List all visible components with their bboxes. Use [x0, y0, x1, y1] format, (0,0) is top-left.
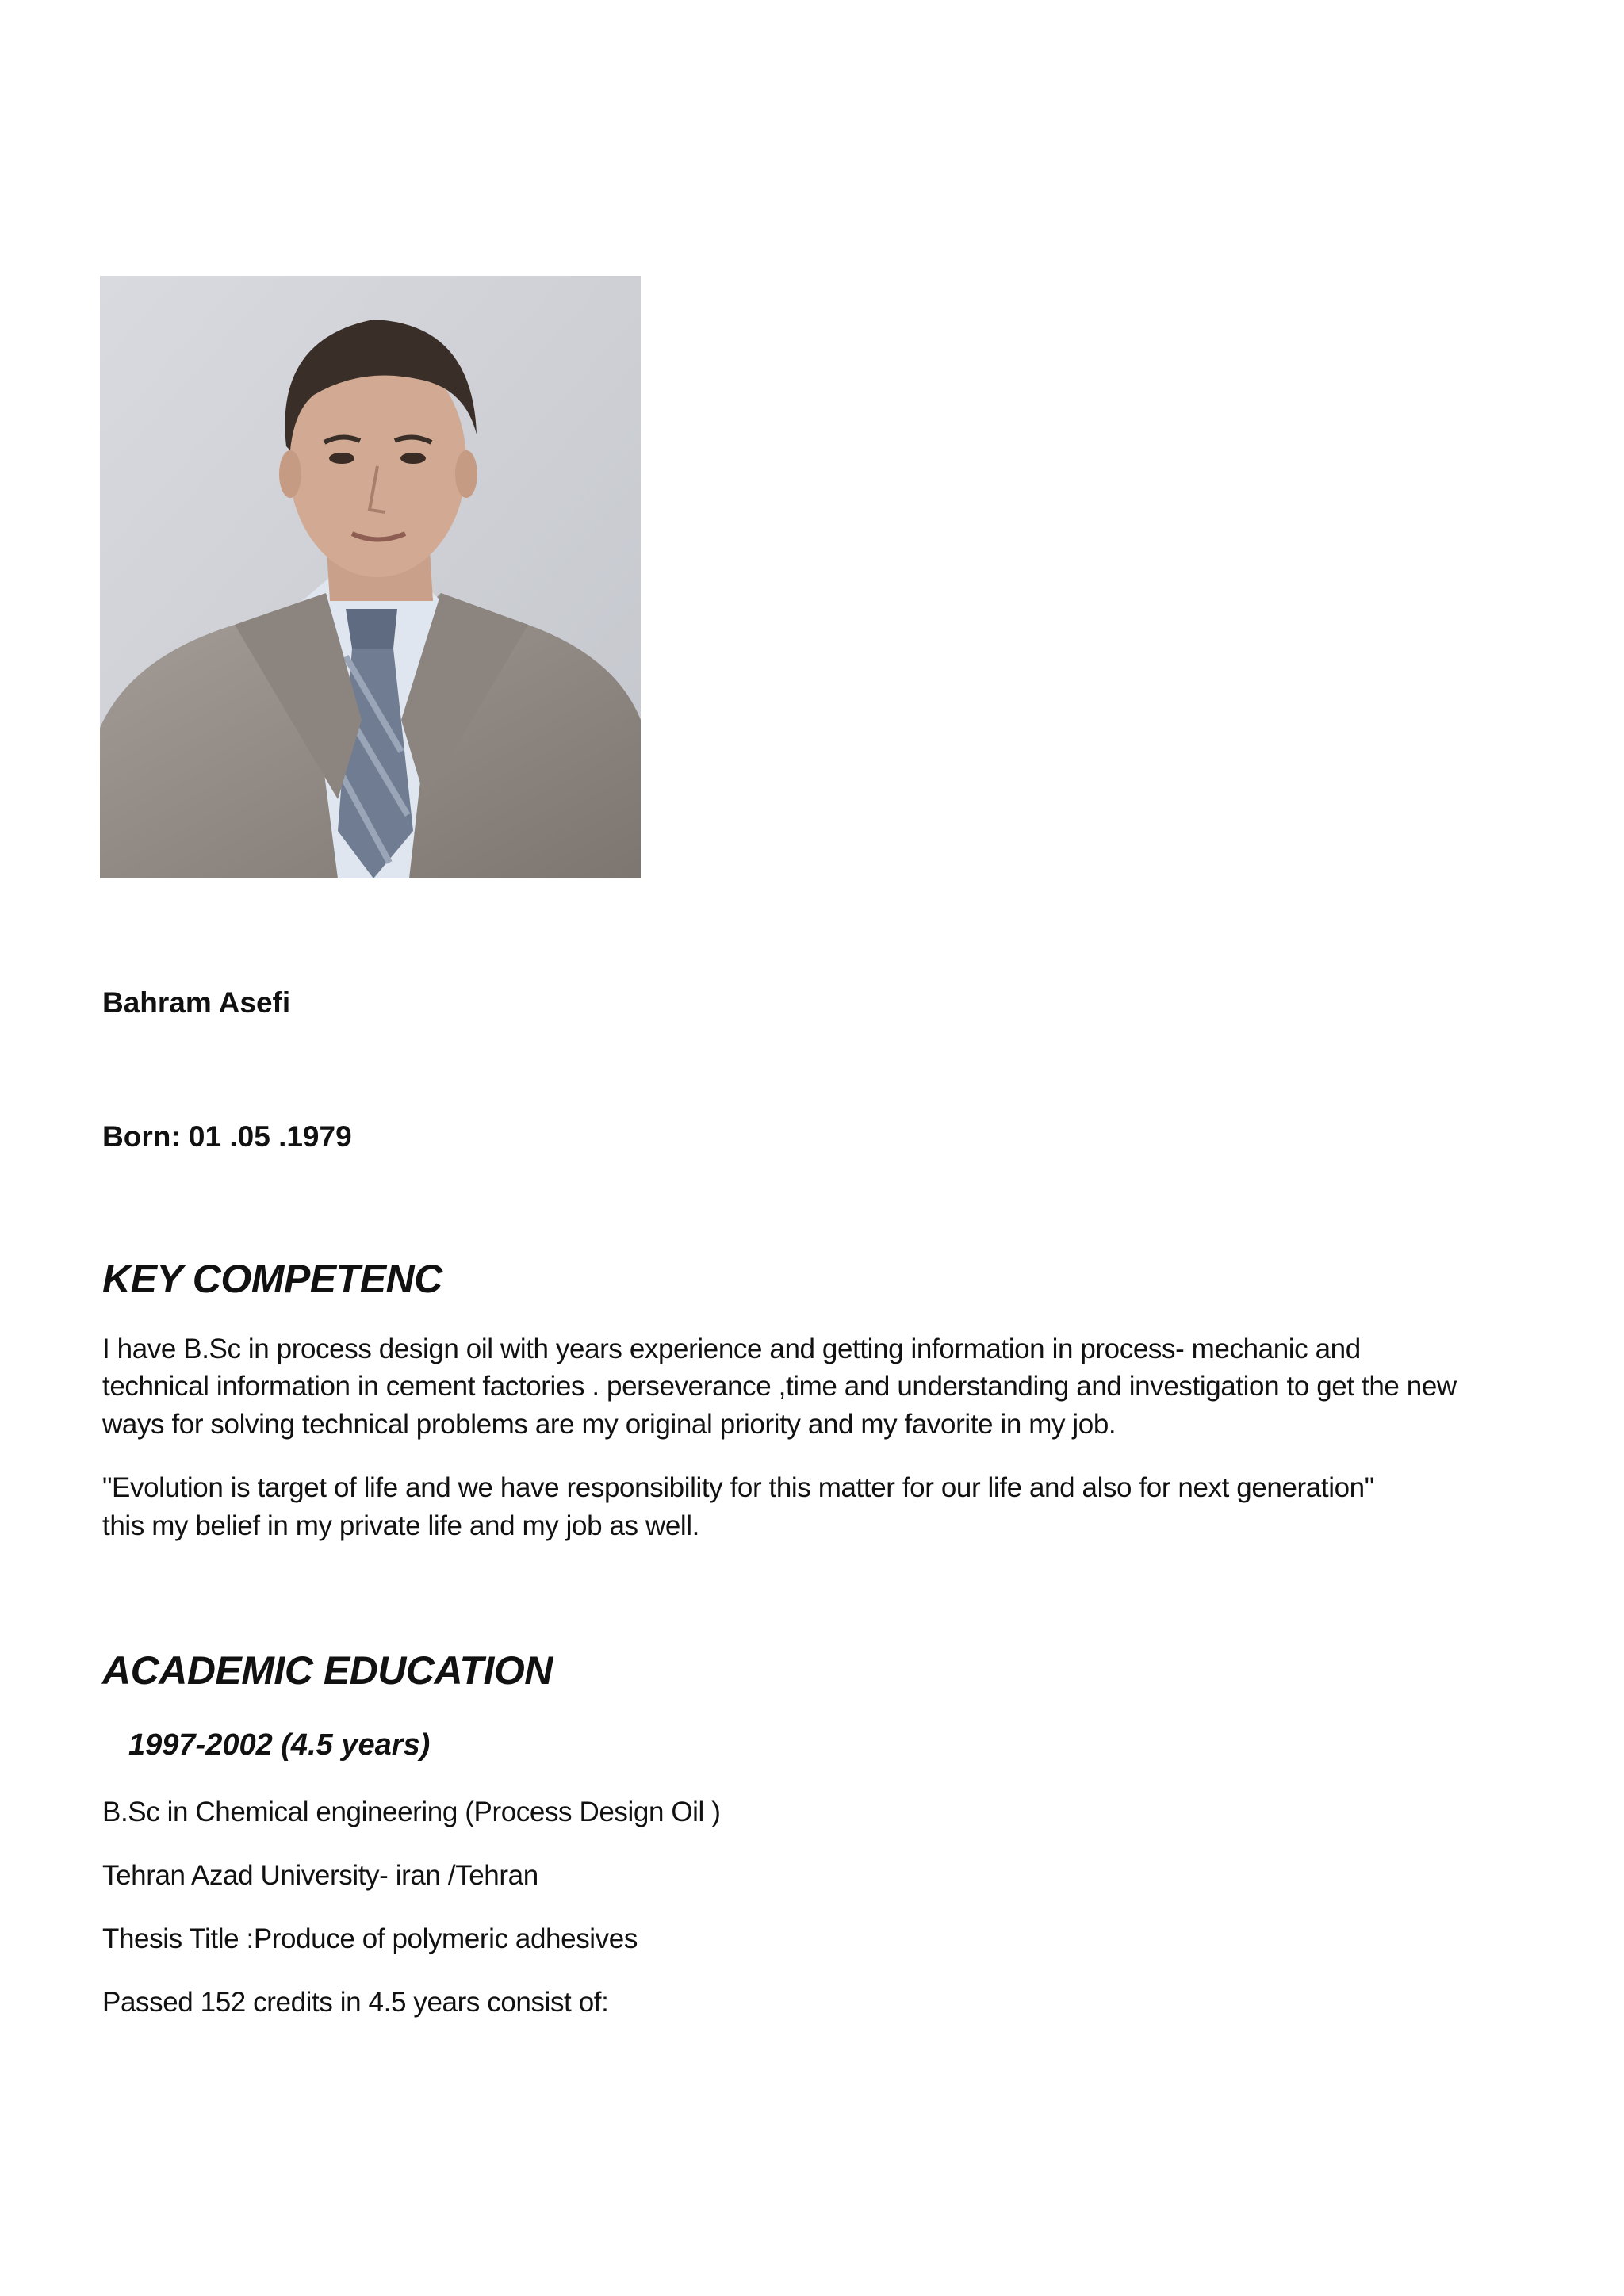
section-heading-key-competence: KEY COMPETENC — [102, 1257, 442, 1301]
person-name: Bahram Asefi — [102, 986, 291, 1019]
portrait-image — [100, 276, 641, 878]
education-period: 1997-2002 (4.5 years) — [128, 1728, 431, 1762]
belief-quote-line: this my belief in my private life and my job as well. — [102, 1510, 699, 1541]
education-thesis: Thesis Title :Produce of polymeric adhesives — [102, 1923, 638, 1954]
competence-line: ways for solving technical problems are my original priority and my favorite in my job. — [102, 1409, 1116, 1440]
education-credits: Passed 152 credits in 4.5 years consist of: — [102, 1987, 609, 2018]
education-university: Tehran Azad University- iran /Tehran — [102, 1860, 538, 1891]
competence-line: I have B.Sc in process design oil with years experience and getting information in process- mechanic and — [102, 1334, 1361, 1364]
belief-quote-line: "Evolution is target of life and we have responsibility for this matter for our life and also for next generation" — [102, 1472, 1374, 1503]
education-degree: B.Sc in Chemical engineering (Process Design Oil ) — [102, 1797, 721, 1827]
section-heading-academic-education: ACADEMIC EDUCATION — [102, 1648, 553, 1693]
competence-line: technical information in cement factories . perseverance ,time and understanding and investigation to get the new — [102, 1371, 1457, 1402]
birth-date: Born: 01 .05 .1979 — [102, 1120, 352, 1153]
profile-photo — [100, 276, 641, 878]
